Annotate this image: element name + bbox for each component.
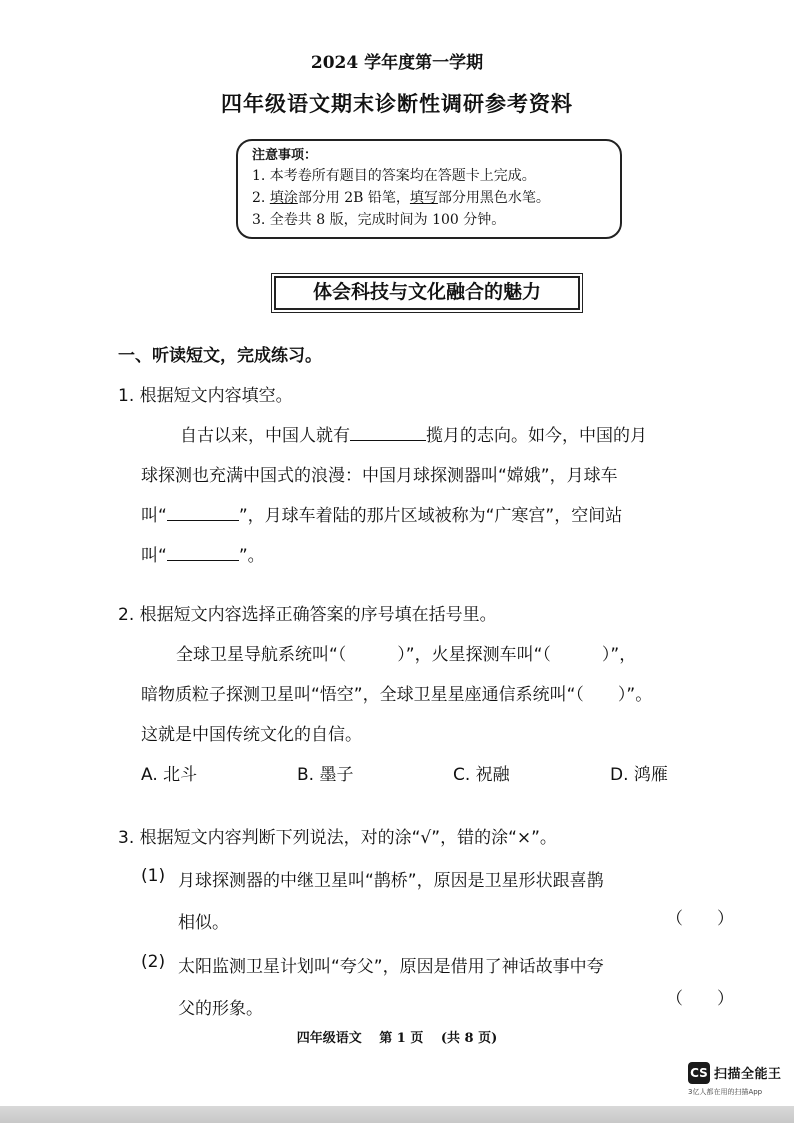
q2-option-c: C. 祝融	[453, 765, 510, 785]
notice-heading: 注意事项：	[252, 148, 318, 163]
exam-title: 四年级语文期末诊断性调研参考资料	[221, 92, 573, 116]
q2-option-b: B. 墨子	[297, 765, 354, 785]
q3-item-2-line-1: 太阳监测卫星计划叫“夸父”，原因是借用了神话故事中夸	[178, 957, 604, 977]
answer-blank-2[interactable]	[167, 502, 239, 521]
q1-label: 1. 根据短文内容填空。	[118, 386, 293, 406]
q3-item-1-num: (1)	[141, 866, 166, 886]
q3-item-1-line-1: 月球探测器的中继卫星叫“鹊桥”，原因是卫星形状跟喜鹊	[178, 871, 604, 891]
watermark-subtitle: 3亿人都在用的扫描App	[688, 1088, 763, 1096]
notice-box	[236, 139, 622, 239]
q3-item-2-num: (2)	[141, 952, 166, 972]
exam-term: 2024 学年度第一学期	[310, 53, 484, 73]
notice-item-2	[252, 187, 620, 209]
q2-line-1: 全球卫星导航系统叫“（ ）”，火星探测车叫“（ ）”，	[176, 645, 637, 665]
q1-line-4-b: ”。	[238, 546, 265, 566]
q2-option-a: A. 北斗	[141, 765, 198, 785]
watermark-name: 扫描全能王	[714, 1067, 782, 1082]
q3-item-2-answer-paren[interactable]: （ ）	[666, 989, 734, 1009]
q2-line-3: 这就是中国传统文化的自信。	[141, 725, 362, 745]
q1-line-3-b: ”，月球车着陆的那片区域被称为“广寒宫”，空间站	[238, 506, 623, 526]
q3-item-1-line-2: 相似。	[178, 913, 229, 933]
notice-item-2-mid: 部分用 2B 铅笔，	[297, 190, 410, 206]
q2-option-d: D. 鸿雁	[610, 765, 668, 785]
page-bottom-bar	[0, 1106, 794, 1123]
notice-item-1: 1. 本考卷所有题目的答案均在答题卡上完成。	[252, 168, 536, 184]
notice-write-word: 填写	[409, 190, 438, 206]
notice-item-2-prefix: 2.	[252, 190, 270, 206]
q1-line-4-a: 叫“	[141, 546, 167, 566]
notice-fill-word: 填涂	[269, 190, 298, 206]
q1-line-3-a: 叫“	[141, 506, 167, 526]
answer-blank-1[interactable]	[350, 422, 426, 441]
page-footer: 四年级语文 第 1 页 (共 8 页)	[296, 1031, 498, 1046]
q3-item-1-answer-paren[interactable]: （ ）	[666, 909, 734, 929]
q1-line-1	[180, 421, 647, 446]
q2-line-2: 暗物质粒子探测卫星叫“悟空”，全球卫星星座通信系统叫“（ ）”。	[141, 685, 653, 705]
q1-line-3	[141, 501, 622, 526]
notice-item-3: 3. 全卷共 8 版，完成时间为 100 分钟。	[252, 212, 506, 228]
theme-title: 体会科技与文化融合的魅力	[274, 276, 580, 310]
q2-label: 2. 根据短文内容选择正确答案的序号填在括号里。	[118, 605, 497, 625]
q3-item-2-line-2: 父的形象。	[178, 999, 263, 1019]
scanner-watermark	[688, 1062, 788, 1098]
q3-label: 3. 根据短文内容判断下列说法，对的涂“√”，错的涂“×”。	[118, 828, 557, 848]
q1-line-4	[141, 541, 265, 566]
camscanner-logo-icon: CS	[688, 1062, 710, 1084]
q1-line-1-a: 自古以来，中国人就有	[180, 426, 350, 446]
answer-blank-3[interactable]	[167, 542, 239, 561]
q1-line-1-b: 揽月的志向。如今，中国的月	[426, 426, 647, 446]
section-1-title: 一、听读短文，完成练习。	[118, 346, 322, 366]
q1-line-2: 球探测也充满中国式的浪漫：中国月球探测器叫“嫦娥”，月球车	[141, 466, 618, 486]
notice-item-2-suffix: 部分用黑色水笔。	[437, 190, 550, 206]
